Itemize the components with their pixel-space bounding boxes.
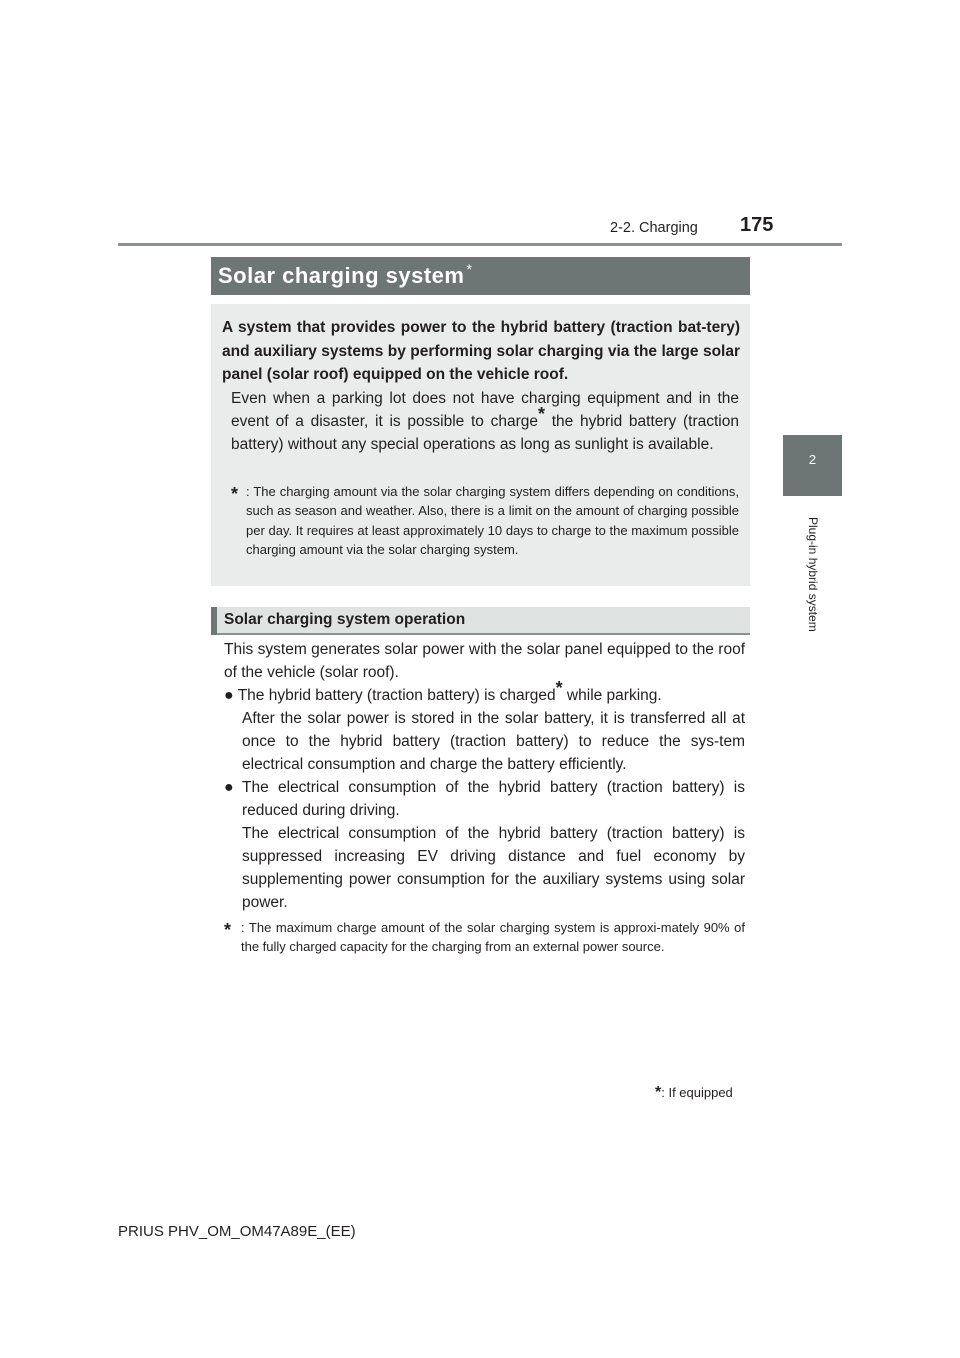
bullet-icon: ● [224, 687, 234, 704]
footnote-star: * [555, 677, 563, 698]
intro-body-text-end: the hybrid battery (traction battery) without any special operations as long as sunlight is available. [231, 413, 739, 453]
if-equipped-text: : If equipped [661, 1085, 733, 1100]
footnote-star-icon: * [231, 484, 239, 504]
bullet-2-layout [224, 776, 745, 822]
intro-body-text: Even when a parking lot does not have charging equipment and in the event of a disaster, it is possible to charge [231, 390, 739, 430]
footnote-star: * [538, 403, 546, 424]
if-equipped-note [655, 1085, 733, 1100]
operation-footnote [224, 918, 745, 957]
bullet-2 [224, 776, 745, 822]
footnote-star-icon: * [224, 920, 232, 940]
intro-footnote-text: : The charging amount via the solar charging system differs depending on conditions, such as season and weather. Also, there is a limit on the amount of charging possible per day. It requires at least approximately 10 days to charge to the maximum possible charging amount via the solar charging system. [246, 484, 739, 558]
bullet-1-text: The hybrid battery (traction battery) is charged [237, 687, 556, 704]
if-equipped-mark-icon: * [655, 1084, 662, 1101]
bullet-1-text-end: while parking. [562, 687, 662, 704]
bullet-icon: ● [224, 779, 234, 796]
operation-intro: This system generates solar power with the solar panel equipped to the roof of the vehicle (solar roof). [224, 641, 745, 681]
section-title: 2-2. Charging [610, 220, 698, 236]
page-title-text: Solar charging system [218, 263, 465, 288]
if-equipped-mark: * [466, 261, 473, 277]
intro-footnote [231, 482, 739, 560]
intro-lead: A system that provides power to the hybrid battery (traction bat-tery) and auxiliary systems by performing solar charging via the large solar panel (solar roof) equipped on the vehicle roof. [222, 319, 740, 383]
bullet-1 [224, 677, 745, 707]
page-number: 175 [740, 214, 774, 236]
intro-body [231, 387, 739, 456]
page-title [218, 261, 472, 289]
operation-footnote-text: : The maximum charge amount of the solar charging system is approxi-mately 90% of the fully charged capacity for the charging from an external power source. [241, 920, 745, 955]
bullet-2-detail: The electrical consumption of the hybrid battery (traction battery) is suppressed increasing EV driving distance and fuel economy by supplementing power consumption for the auxiliary systems using solar power. [242, 825, 745, 911]
chapter-tab-number: 2 [808, 452, 817, 467]
chapter-tab-label: Plug-in hybrid system [806, 516, 820, 632]
subheading: Solar charging system operation [224, 611, 466, 628]
header-rule [118, 243, 842, 246]
subheading-marker [211, 607, 217, 635]
bullet-2-text: The electrical consumption of the hybrid battery (traction battery) is reduced during driving. [242, 779, 745, 819]
document-code: PRIUS PHV_OM_OM47A89E_(EE) [118, 1223, 356, 1240]
bullet-1-detail: After the solar power is stored in the solar battery, it is transferred all at once to the hybrid battery (traction battery) to reduce the sys-tem electrical consumption and charge the battery efficiently. [242, 710, 745, 773]
